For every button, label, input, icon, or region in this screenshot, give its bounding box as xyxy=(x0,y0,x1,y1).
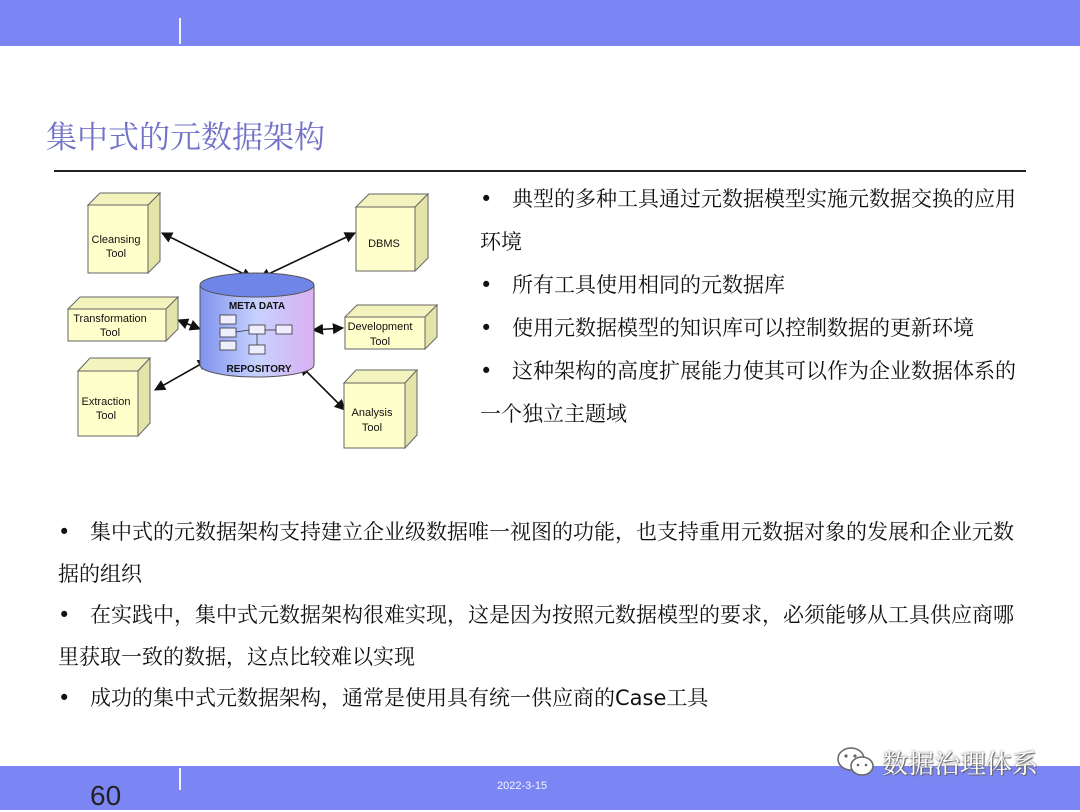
page-number: 60 xyxy=(90,780,122,811)
bullet: • xyxy=(480,273,493,297)
development-label-2: Tool xyxy=(369,336,391,348)
list-item xyxy=(58,595,1028,678)
transformation-label-2: Tool xyxy=(99,327,121,339)
bullet: • xyxy=(480,316,493,340)
tool-box-analysis xyxy=(344,370,417,448)
slide-title: 集中式的元数据架构 xyxy=(46,120,325,156)
top-divider-tick xyxy=(179,18,181,44)
development-label-1: Development xyxy=(347,321,413,333)
arrow-development xyxy=(313,328,343,330)
bullet-text: 这种架构的高度扩展能力使其可以作为企业数据体系的一个独立主题域 xyxy=(480,359,1016,426)
analysis-label-2: Tool xyxy=(361,422,383,434)
analysis-label-1: Analysis xyxy=(351,407,393,419)
arrow-dbms xyxy=(260,233,355,278)
arrow-transformation xyxy=(178,320,200,329)
bullet: • xyxy=(58,686,71,710)
bottom-bullet-list xyxy=(58,512,1028,720)
repository-cylinder xyxy=(200,273,314,377)
repository-bottom-label: REPOSITORY xyxy=(226,364,292,375)
list-item xyxy=(480,264,1025,307)
tool-box-development xyxy=(345,305,437,349)
metadata-architecture-diagram xyxy=(60,185,460,460)
right-bullet-list xyxy=(480,178,1025,436)
list-item xyxy=(58,512,1028,595)
watermark-text: 数据治理体系 xyxy=(882,749,1039,780)
list-item xyxy=(480,178,1025,264)
bullet-text: 集中式的元数据架构支持建立企业级数据唯一视图的功能，也支持重用元数据对象的发展和企业元数据的组织 xyxy=(58,520,1014,586)
bullet-text: 在实践中，集中式元数据架构很难实现，这是因为按照元数据模型的要求，必须能够从工具供应商哪里获取一致的数据，这点比较难以实现 xyxy=(58,603,1014,669)
bullet: • xyxy=(480,187,493,211)
bullet-text: 成功的集中式元数据架构，通常是使用具有统一供应商的Case工具 xyxy=(90,686,709,710)
tool-box-dbms xyxy=(356,194,428,271)
wechat-icon xyxy=(836,745,876,779)
bullet: • xyxy=(58,603,71,627)
extraction-label-1: Extraction xyxy=(81,396,131,408)
tool-box-extraction xyxy=(78,358,150,436)
dbms-label: DBMS xyxy=(368,238,400,250)
list-item xyxy=(58,678,1028,720)
top-banner xyxy=(0,0,1080,46)
bullet-text: 典型的多种工具通过元数据模型实施元数据交换的应用环境 xyxy=(480,187,1016,254)
title-rule xyxy=(54,170,1026,172)
bullet: • xyxy=(480,359,493,383)
cleansing-label-1: Cleansing xyxy=(91,234,141,246)
cleansing-label-2: Tool xyxy=(105,248,127,260)
watermark xyxy=(836,742,1038,782)
slide-date: 2022-3-15 xyxy=(497,780,548,792)
extraction-label-2: Tool xyxy=(95,410,117,422)
transformation-label-1: Transformation xyxy=(73,313,147,325)
repository-top-label: META DATA xyxy=(228,301,286,312)
list-item xyxy=(480,350,1025,436)
bullet: • xyxy=(58,520,71,544)
bullet-text: 所有工具使用相同的元数据库 xyxy=(512,273,785,297)
arrow-analysis xyxy=(300,365,345,410)
list-item xyxy=(480,307,1025,350)
tool-box-cleansing xyxy=(88,193,160,273)
tool-box-transformation xyxy=(68,297,178,341)
bullet-text: 使用元数据模型的知识库可以控制数据的更新环境 xyxy=(512,316,974,340)
arrow-cleansing xyxy=(162,233,252,278)
bottom-divider-tick xyxy=(179,768,181,790)
